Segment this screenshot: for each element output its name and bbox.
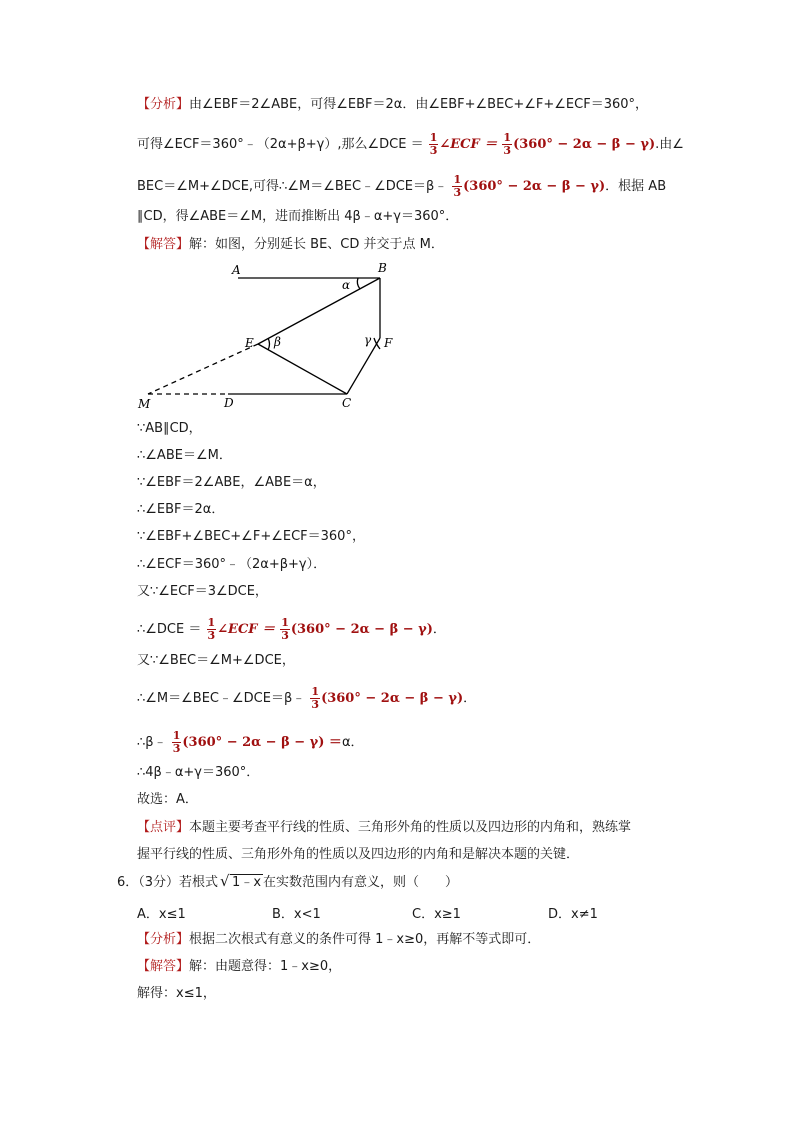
sqrt-expression: √ 1﹣x <box>220 872 262 890</box>
proof-line-4: ∴∠EBF＝2α． <box>137 502 225 517</box>
math-expr: ∠ECF ＝ <box>439 137 498 152</box>
fraction: $\frac{1}{3}$ <box>207 616 216 642</box>
dashed-EM <box>148 344 258 394</box>
fraction: $\frac{1}{3}$ <box>453 173 462 199</box>
label-D: D <box>224 396 234 410</box>
label-beta: β <box>274 335 281 349</box>
proof-line-3: ∵∠EBF＝2∠ABE，∠ABE＝α， <box>137 475 326 490</box>
m-tail: ． <box>463 691 477 706</box>
final-line: ∴4β﹣α+γ＝360°． <box>137 765 260 780</box>
proof-line-6: ∴∠ECF＝360°﹣（2α+β+γ）． <box>137 557 327 572</box>
label-E: E <box>245 336 254 350</box>
proof-line-1: ∵AB∥CD， <box>137 421 202 436</box>
analysis-line-1 <box>137 96 648 116</box>
q6-solution-tag: 【解答】 <box>137 959 190 974</box>
arc-alpha <box>357 278 360 289</box>
label-B: B <box>378 261 387 275</box>
label-C: C <box>342 396 352 410</box>
comment-line-2: 握平行线的性质、三角形外角的性质以及四边形的内角和是解决本题的关键． <box>137 847 580 862</box>
math-expr: (360° − 2α − β − γ) <box>290 622 433 637</box>
analysis-text-3: BEC＝∠M+∠DCE,可得∴∠M＝∠BEC﹣∠DCE＝β﹣ <box>137 179 448 194</box>
analysis-tail-2: .由∠ <box>655 137 684 152</box>
analysis-line-4: ∥CD，得∠ABE＝∠M，进而推断出 4β﹣α+γ＝360°． <box>137 209 459 224</box>
arc-beta <box>268 338 270 350</box>
analysis-tail-3: ．根据 AB <box>605 179 667 194</box>
m-line <box>137 685 477 711</box>
comment-line-1 <box>137 819 631 839</box>
q6-analysis-text: 根据二次根式有意义的条件可得 1﹣x≥0，再解不等式即可． <box>189 932 541 947</box>
beta-tail: α． <box>341 735 364 750</box>
label-F: F <box>384 336 393 350</box>
dce-pre: ∴∠DCE ＝ <box>137 622 202 637</box>
beta-pre: ∴β﹣ <box>137 735 167 750</box>
q6-analysis-tag: 【分析】 <box>137 932 190 947</box>
q6-solution <box>137 958 341 978</box>
math-expr: (360° − 2α − β − γ) <box>513 137 656 152</box>
fraction: $\frac{1}{3}$ <box>429 131 438 157</box>
label-alpha: α <box>342 278 351 292</box>
choice-d: D．x≠1 <box>548 907 598 922</box>
fraction: $\frac{1}{3}$ <box>503 131 512 157</box>
dce-tail: ． <box>432 622 446 637</box>
label-A: A <box>232 263 241 277</box>
analysis-text-1: 由∠EBF＝2∠ABE，可得∠EBF＝2α．由∠EBF+∠BEC+∠F+∠ECF＝360°， <box>189 97 649 112</box>
math-expr: (360° − 2α − β − γ) <box>463 179 606 194</box>
answer-line: 故选：A． <box>137 792 198 807</box>
q6-analysis <box>137 931 540 951</box>
solution-tag: 【解答】 <box>137 237 190 252</box>
proof-line-5: ∵∠EBF+∠BEC+∠F+∠ECF＝360°， <box>137 529 365 544</box>
line-EC <box>258 344 347 394</box>
label-M: M <box>138 397 151 411</box>
analysis-line-3 <box>137 173 667 199</box>
solution-line <box>137 236 444 256</box>
q6-solution-text: 解：由题意得：1﹣x≥0， <box>189 959 342 974</box>
choice-b: B．x<1 <box>272 907 321 922</box>
math-expr: ∠ECF ＝ <box>217 622 276 637</box>
proof-line-2: ∴∠ABE＝∠M． <box>137 448 232 463</box>
geometry-figure <box>130 258 400 413</box>
solution-text: 解：如图，分别延长 BE、CD 并交于点 M． <box>189 237 444 252</box>
q6-stem-post: 在实数范围内有意义，则（ ） <box>263 875 459 890</box>
analysis-line-2 <box>137 131 684 157</box>
analysis-text-2: 可得∠ECF＝360°﹣（2α+β+γ）,那么∠DCE ＝ <box>137 137 424 152</box>
bec-line: 又∵∠BEC＝∠M+∠DCE， <box>137 653 295 668</box>
proof-line-7: 又∵∠ECF＝3∠DCE， <box>137 584 268 599</box>
q6-solved: 解得：x≤1， <box>137 986 216 1001</box>
label-gamma: γ <box>364 333 372 347</box>
math-expr: (360° − 2α − β − γ) ＝ <box>182 735 342 750</box>
q6-stem-pre: 6．（3分）若根式 <box>117 875 219 890</box>
q6-stem <box>117 874 458 894</box>
analysis-tag: 【分析】 <box>137 97 190 112</box>
m-pre: ∴∠M＝∠BEC﹣∠DCE＝β﹣ <box>137 691 306 706</box>
comment-text-1: 本题主要考查平行线的性质、三角形外角的性质以及四边形的内角和，熟练掌 <box>189 820 632 835</box>
fraction: $\frac{1}{3}$ <box>281 616 289 642</box>
choice-c: C．x≥1 <box>412 907 461 922</box>
math-expr: (360° − 2α − β − γ) <box>321 691 464 706</box>
radicand: 1﹣x <box>232 875 262 890</box>
dce-line <box>137 616 446 642</box>
fraction: $\frac{1}{3}$ <box>172 729 181 755</box>
choice-a: A．x≤1 <box>137 907 186 922</box>
comment-tag: 【点评】 <box>137 820 190 835</box>
beta-line <box>137 729 364 755</box>
fraction: $\frac{1}{3}$ <box>311 685 320 711</box>
